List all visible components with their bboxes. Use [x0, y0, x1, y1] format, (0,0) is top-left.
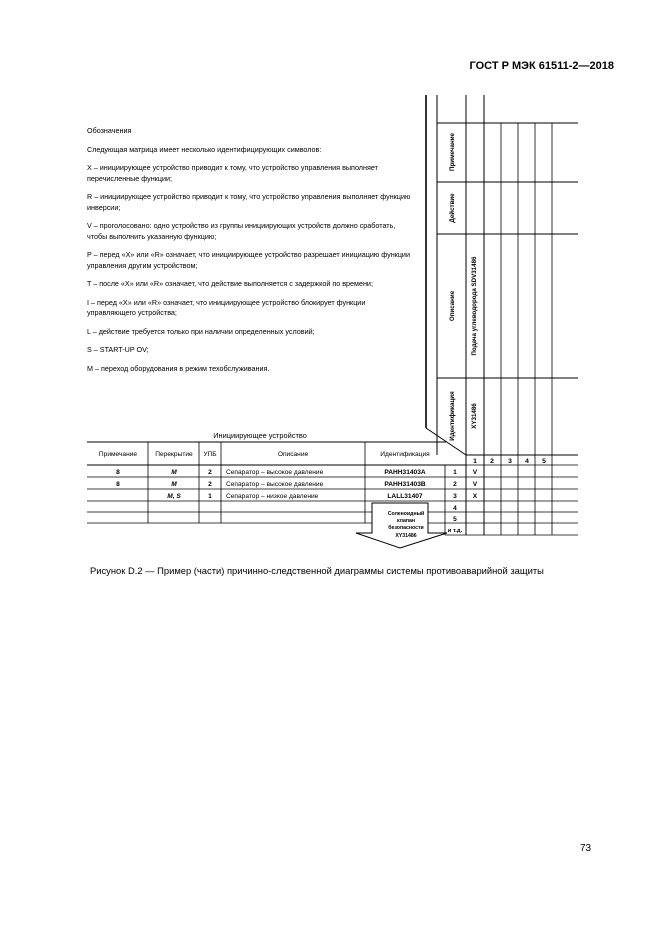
row-override: M — [171, 481, 177, 488]
header-notes: Примечание — [449, 133, 456, 171]
flag-line: XY31486 — [395, 533, 417, 539]
flag-line: клапан — [397, 518, 415, 524]
identification-value: XY31486 — [471, 403, 478, 429]
row-description: Сепаратор – высокое давление — [226, 481, 324, 488]
note-item: T – после «X» или «R» означает, что действие выполняется с задержкой по времени; — [87, 279, 373, 288]
row-override: M, S — [167, 493, 181, 500]
row-description: Сепаратор – низкое давление — [226, 493, 319, 500]
column-header-override: Перекрытие — [155, 451, 193, 458]
note-item: I – перед «X» или «R» означает, что инициирующее устройство блокирует функции управляющего устройства; — [87, 297, 366, 317]
row-number: 3 — [453, 493, 457, 500]
column-header-note: Примечание — [98, 451, 138, 458]
header-identification: Идентификация — [449, 391, 456, 441]
row-number: 1 — [453, 469, 457, 476]
note-item: S – START-UP OV; — [87, 345, 149, 354]
note-item: X – инициирующее устройство приводит к тому, что устройство управления выполняет перечисленные функции; — [87, 163, 378, 183]
row-mark: V — [472, 469, 478, 476]
row-tag: PAHH31403B — [384, 481, 426, 488]
row-note: 8 — [116, 481, 120, 488]
row-sil: 2 — [208, 469, 212, 476]
header-action: Действие — [449, 193, 456, 223]
flag-line: Соленоидный — [387, 511, 425, 517]
column-header-description: Описание — [277, 451, 309, 458]
header-description: Описание — [449, 290, 456, 322]
note-item: L – действие требуется только при наличии определенных условий; — [87, 326, 315, 336]
notes-intro: Следующая матрица имеет несколько идентифицирующих символов: — [87, 144, 322, 154]
column-number: 4 — [525, 458, 529, 465]
row-sil: 1 — [208, 493, 212, 500]
description-value: Подача углеводорода SDV31486 — [471, 256, 478, 356]
row-note: 8 — [116, 469, 120, 476]
row-number: 4 — [453, 505, 457, 512]
note-item: M – переход оборудования в режим техобслуживания. — [87, 363, 270, 373]
document-header: ГОСТ Р МЭК 61511-2—2018 — [469, 60, 614, 72]
note-item: V – проголосовано: одно устройство из группы инициирующих устройств должно сработать, чтобы выполнить указанную функцию; — [87, 221, 396, 241]
row-override: M — [171, 469, 177, 476]
column-number: 2 — [490, 458, 494, 465]
table-row — [116, 469, 478, 476]
notes-heading: Обозначения — [87, 126, 132, 135]
table-row — [116, 481, 478, 488]
column-number: 5 — [542, 458, 546, 465]
row-mark: V — [472, 481, 478, 488]
table-row — [167, 493, 478, 500]
column-header-sil: УПБ — [203, 451, 217, 458]
initiating-device-title: Инициирующее устройство — [213, 431, 307, 440]
row-tag: PAHH31403A — [384, 469, 426, 476]
figure-caption: Рисунок D.2 — Пример (части) причинно-следственной диаграммы системы противоаварийной защиты — [90, 565, 544, 576]
row-number: 2 — [453, 481, 457, 488]
row-sil: 2 — [208, 481, 212, 488]
flag-line: безопасности — [388, 525, 424, 531]
row-mark: X — [472, 493, 478, 500]
note-item: R – инициирующее устройство приводит к тому, что устройство управления выполняет функцию инверсии; — [87, 192, 411, 212]
row-tag: LALL31407 — [387, 493, 423, 500]
column-header-identification: Идентификация — [380, 451, 430, 458]
page-number: 73 — [580, 843, 592, 854]
column-number: 3 — [508, 458, 512, 465]
row-number: и т.д. — [447, 528, 463, 534]
row-number: 5 — [453, 516, 457, 523]
column-number: 1 — [473, 458, 477, 465]
row-description: Сепаратор – высокое давление — [226, 469, 324, 476]
note-item: P – перед «X» или «R» означает, что инициирующее устройство разрешает инициацию функции управления другим устройством; — [87, 250, 410, 270]
